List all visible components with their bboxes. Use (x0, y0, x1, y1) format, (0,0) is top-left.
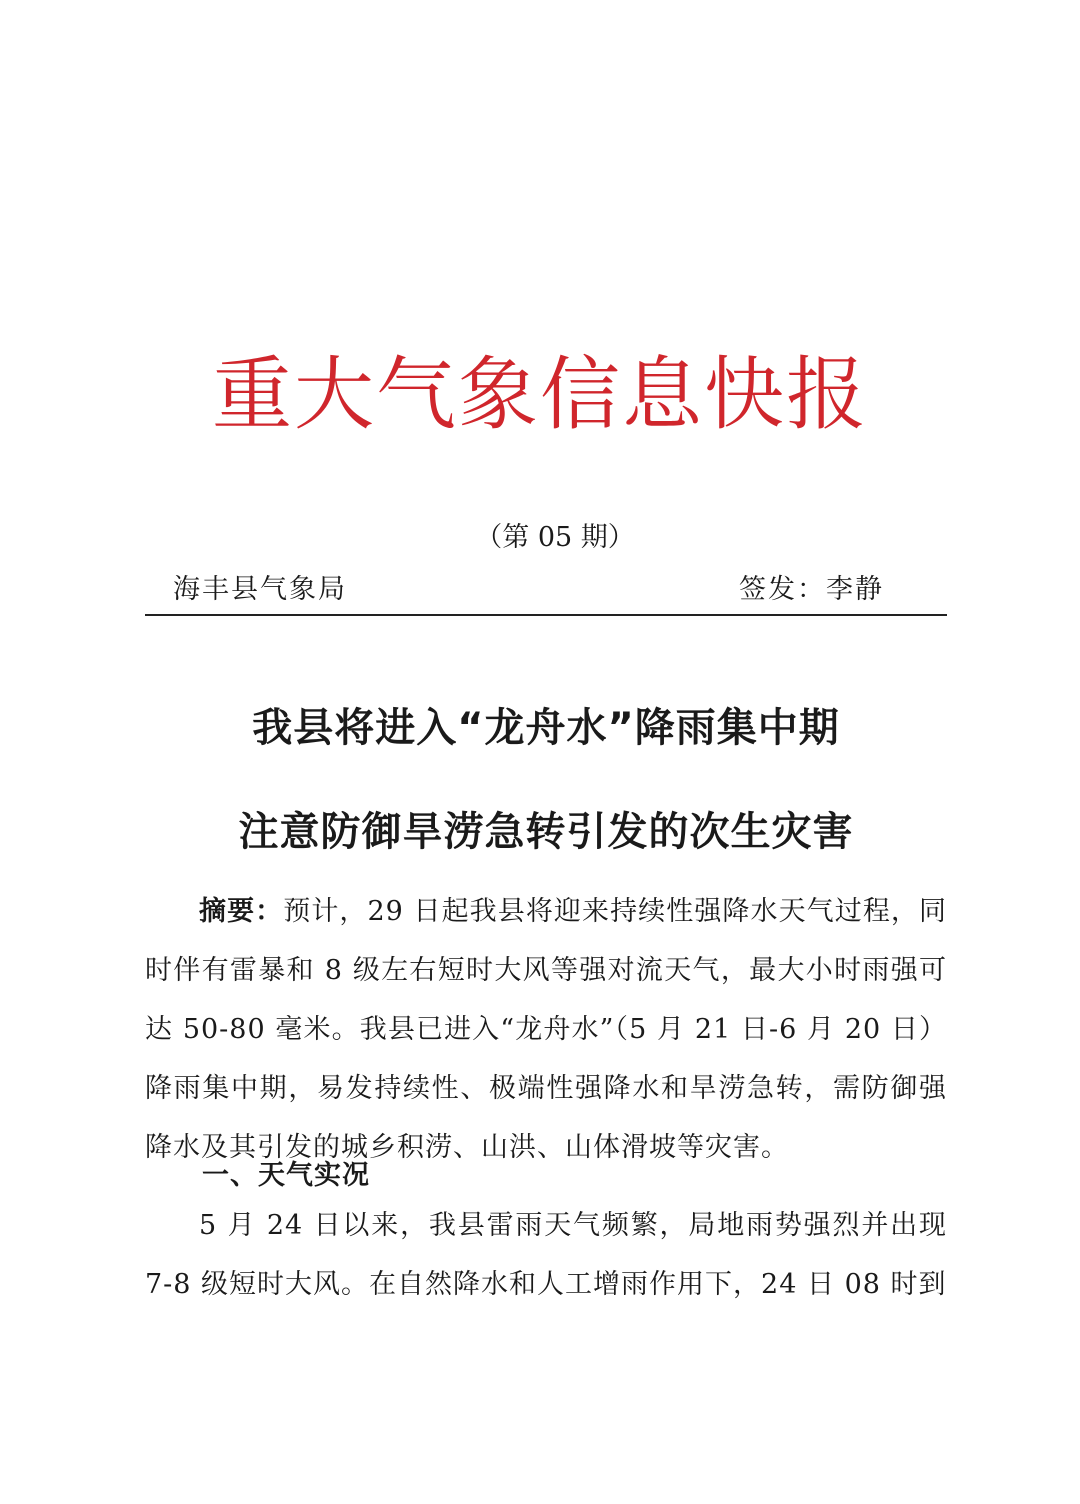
issue-number: （第 05 期） (475, 522, 635, 553)
signer: 签发：李静 (739, 574, 884, 605)
masthead-title: 重大气象信息快报 (212, 348, 868, 441)
abstract-text: 预计，29 日起我县将迎来持续性强降水天气过程，同时伴有雷暴和 8 级左右短时大风等强对流天气，最大小时雨强可达 50-80 毫米。我县已进入“龙舟水”（5 月 21 日-6 月 20 日）降雨集中期，易发持续性、极端性强降水和旱涝急转，需防御强降水及其引发的城乡积涝、山洪、山体滑坡等灾害。 (145, 896, 947, 1163)
abstract-label: 摘要： (199, 896, 284, 927)
section-weather-paragraph: 5 月 24 日以来，我县雷雨天气频繁，局地雨势强烈并出现 7-8 级短时大风。在自然降水和人工增雨作用下，24 日 08 时到 (145, 1210, 947, 1300)
section-heading-weather: 一、天气实况 (202, 1160, 370, 1191)
header-divider (145, 614, 947, 616)
issuing-agency: 海丰县气象局 (173, 574, 347, 605)
headline-line-2: 注意防御旱涝急转引发的次生灾害 (238, 809, 854, 855)
abstract-paragraph (145, 882, 947, 1177)
headline-line-1: 我县将进入“龙舟水”降雨集中期 (252, 705, 840, 751)
